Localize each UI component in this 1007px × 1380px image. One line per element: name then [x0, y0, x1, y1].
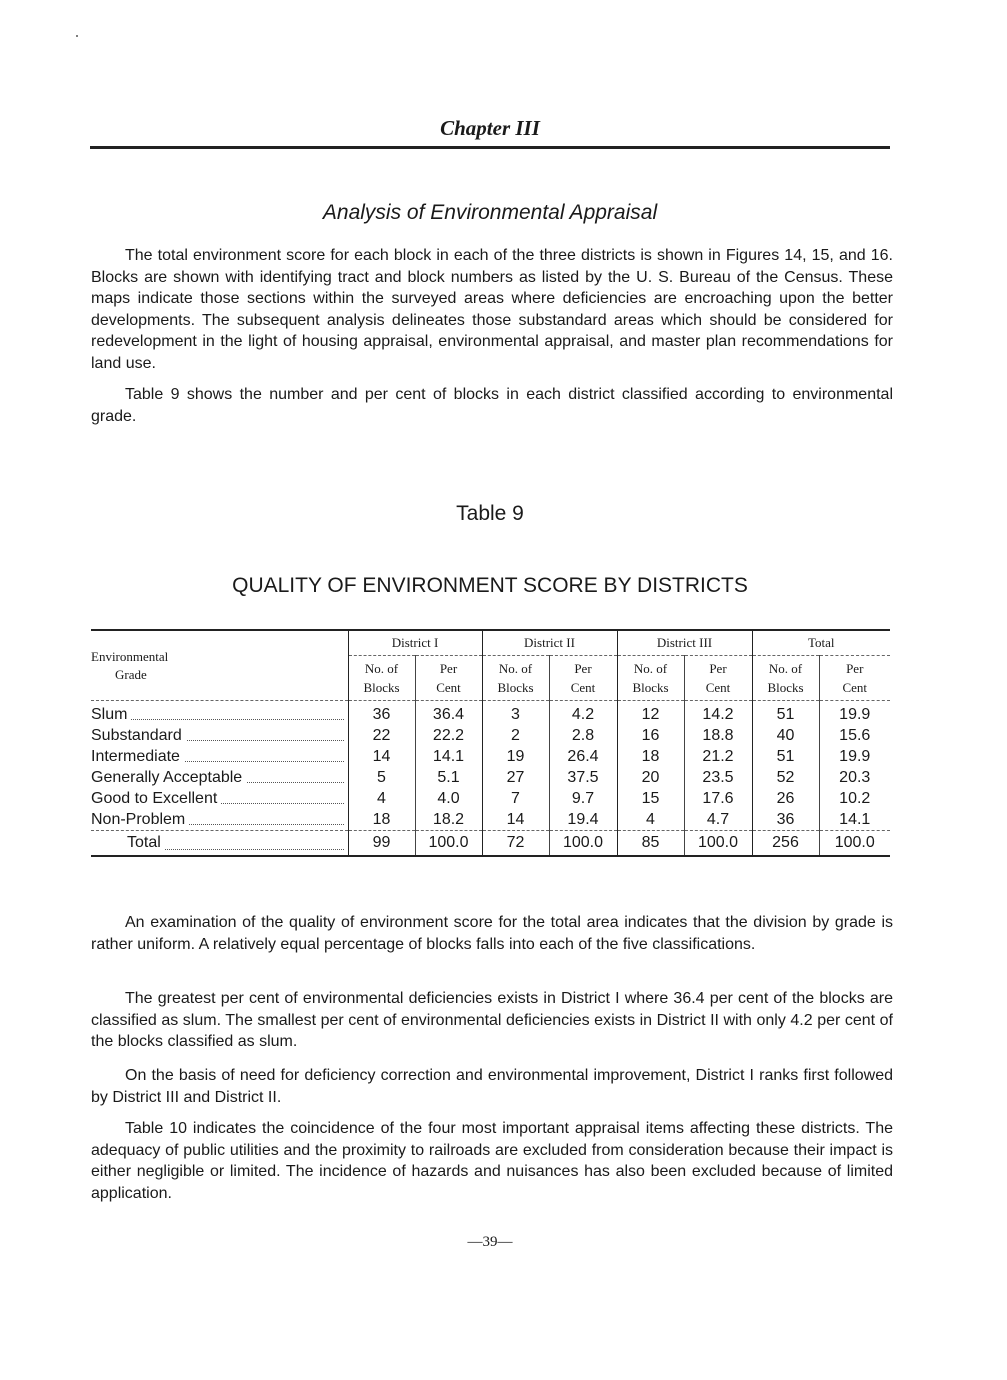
row-label: Intermediate	[91, 746, 348, 767]
row-label: Good to Excellent	[91, 788, 348, 809]
chapter-heading: Chapter III	[440, 116, 540, 140]
table-cell: 36.4	[415, 701, 482, 726]
table-cell: 4	[617, 809, 684, 831]
table-cell: 256	[752, 831, 819, 857]
table-cell: 85	[617, 831, 684, 857]
table-number: Table 9	[456, 502, 524, 525]
table-cell: 14	[482, 809, 549, 831]
analysis-paragraph-2: The greatest per cent of environmental deficiencies exists in District I where 36.4 per cent of the blocks are classified as slum. The smallest per cent of environmental deficiencies exists in District II with only 4.2 per cent of the blocks classified as slum.	[91, 990, 893, 1051]
district-3-header: District III	[617, 630, 752, 656]
row-label: Non-Problem	[91, 809, 348, 831]
table-row	[91, 725, 890, 746]
table-cell: 100.0	[819, 831, 890, 857]
grade-header-line2: Grade	[115, 666, 147, 682]
table-cell: 14.1	[819, 809, 890, 831]
table-cell: 2.8	[549, 725, 617, 746]
table-row	[91, 788, 890, 809]
percent-subheader: Per Cent	[819, 656, 890, 701]
total-header: Total	[752, 630, 890, 656]
table-cell: 36	[752, 809, 819, 831]
table-cell: 14.2	[684, 701, 752, 726]
table-cell: 14.1	[415, 746, 482, 767]
blocks-subheader: No. of Blocks	[617, 656, 684, 701]
table-cell: 27	[482, 767, 549, 788]
table-cell: 19.4	[549, 809, 617, 831]
table-cell: 19.9	[819, 701, 890, 726]
page-number: —39—	[467, 1234, 513, 1250]
blocks-subheader: No. of Blocks	[482, 656, 549, 701]
district-1-header: District I	[348, 630, 482, 656]
table-cell: 5	[348, 767, 415, 788]
table-cell: 72	[482, 831, 549, 857]
table-cell: 7	[482, 788, 549, 809]
table-cell: 36	[348, 701, 415, 726]
table-cell: 99	[348, 831, 415, 857]
table-cell: 16	[617, 725, 684, 746]
table-cell: 3	[482, 701, 549, 726]
section-title: Analysis of Environmental Appraisal	[322, 201, 658, 224]
table-row	[91, 746, 890, 767]
table-cell: 20	[617, 767, 684, 788]
total-row	[91, 831, 890, 857]
table-cell: 5.1	[415, 767, 482, 788]
grade-column-header	[91, 630, 348, 701]
table-cell: 4.2	[549, 701, 617, 726]
table-cell: 14	[348, 746, 415, 767]
table-cell: 26	[752, 788, 819, 809]
total-row-label: Total	[91, 831, 348, 857]
table-cell: 52	[752, 767, 819, 788]
table-cell: 19	[482, 746, 549, 767]
table-cell: 18	[348, 809, 415, 831]
blocks-subheader: No. of Blocks	[348, 656, 415, 701]
table-cell: 15.6	[819, 725, 890, 746]
row-label: Slum	[91, 701, 348, 726]
table-cell: 22.2	[415, 725, 482, 746]
table-row	[91, 809, 890, 831]
table-cell: 4	[348, 788, 415, 809]
table-row	[91, 767, 890, 788]
table-cell: 15	[617, 788, 684, 809]
table-cell: 12	[617, 701, 684, 726]
table-cell: 22	[348, 725, 415, 746]
table-cell: 4.7	[684, 809, 752, 831]
environment-score-table	[91, 629, 890, 857]
scan-speck	[76, 35, 78, 37]
table-cell: 100.0	[549, 831, 617, 857]
percent-subheader: Per Cent	[684, 656, 752, 701]
table-cell: 2	[482, 725, 549, 746]
table-cell: 26.4	[549, 746, 617, 767]
table-cell: 9.7	[549, 788, 617, 809]
table-cell: 100.0	[684, 831, 752, 857]
table-cell: 23.5	[684, 767, 752, 788]
analysis-paragraph-1: An examination of the quality of environment score for the total area indicates that the division by grade is rather uniform. A relatively equal percentage of blocks falls into each of the five classifications.	[91, 914, 893, 953]
table-cell: 51	[752, 746, 819, 767]
table-cell: 100.0	[415, 831, 482, 857]
table-row	[91, 701, 890, 726]
table-cell: 37.5	[549, 767, 617, 788]
table-cell: 40	[752, 725, 819, 746]
chapter-rule	[90, 146, 890, 149]
table-cell: 20.3	[819, 767, 890, 788]
intro-paragraph-1: The total environment score for each block in each of the three districts is shown in Figures 14, 15, and 16. Blocks are shown with identifying tract and block numbers as listed by the U. S. Bureau of the Census. These maps indicate those sections within the surveyed areas where deficiencies are encroaching upon the better developments. The subsequent analysis delineates those substandard areas which should be considered for redevelopment in the light of housing appraisal, environmental appraisal, and master plan recommendations for land use.	[91, 247, 893, 372]
row-label: Generally Acceptable	[91, 767, 348, 788]
grade-header-line1: Environmental	[91, 648, 169, 664]
table-cell: 17.6	[684, 788, 752, 809]
table-cell: 10.2	[819, 788, 890, 809]
percent-subheader: Per Cent	[415, 656, 482, 701]
analysis-paragraph-3: On the basis of need for deficiency correction and environmental improvement, District I ranks first followed by District III and District II.	[91, 1067, 893, 1106]
table-cell: 19.9	[819, 746, 890, 767]
district-2-header: District II	[482, 630, 617, 656]
table-cell: 4.0	[415, 788, 482, 809]
table-cell: 51	[752, 701, 819, 726]
table-cell: 18.8	[684, 725, 752, 746]
row-label: Substandard	[91, 725, 348, 746]
analysis-paragraph-4: Table 10 indicates the coincidence of the four most important appraisal items affecting these districts. The adequacy of public utilities and the proximity to railroads are excluded from consideration because their impact is either negligible or limited. The incidence of hazards and nuisances has also been excluded because of limited application.	[91, 1120, 893, 1202]
table-title: QUALITY OF ENVIRONMENT SCORE BY DISTRICTS	[232, 574, 748, 597]
percent-subheader: Per Cent	[549, 656, 617, 701]
table-cell: 18.2	[415, 809, 482, 831]
table-cell: 21.2	[684, 746, 752, 767]
blocks-subheader: No. of Blocks	[752, 656, 819, 701]
intro-paragraph-2: Table 9 shows the number and per cent of blocks in each district classified according to environmental grade.	[91, 386, 893, 425]
table-cell: 18	[617, 746, 684, 767]
